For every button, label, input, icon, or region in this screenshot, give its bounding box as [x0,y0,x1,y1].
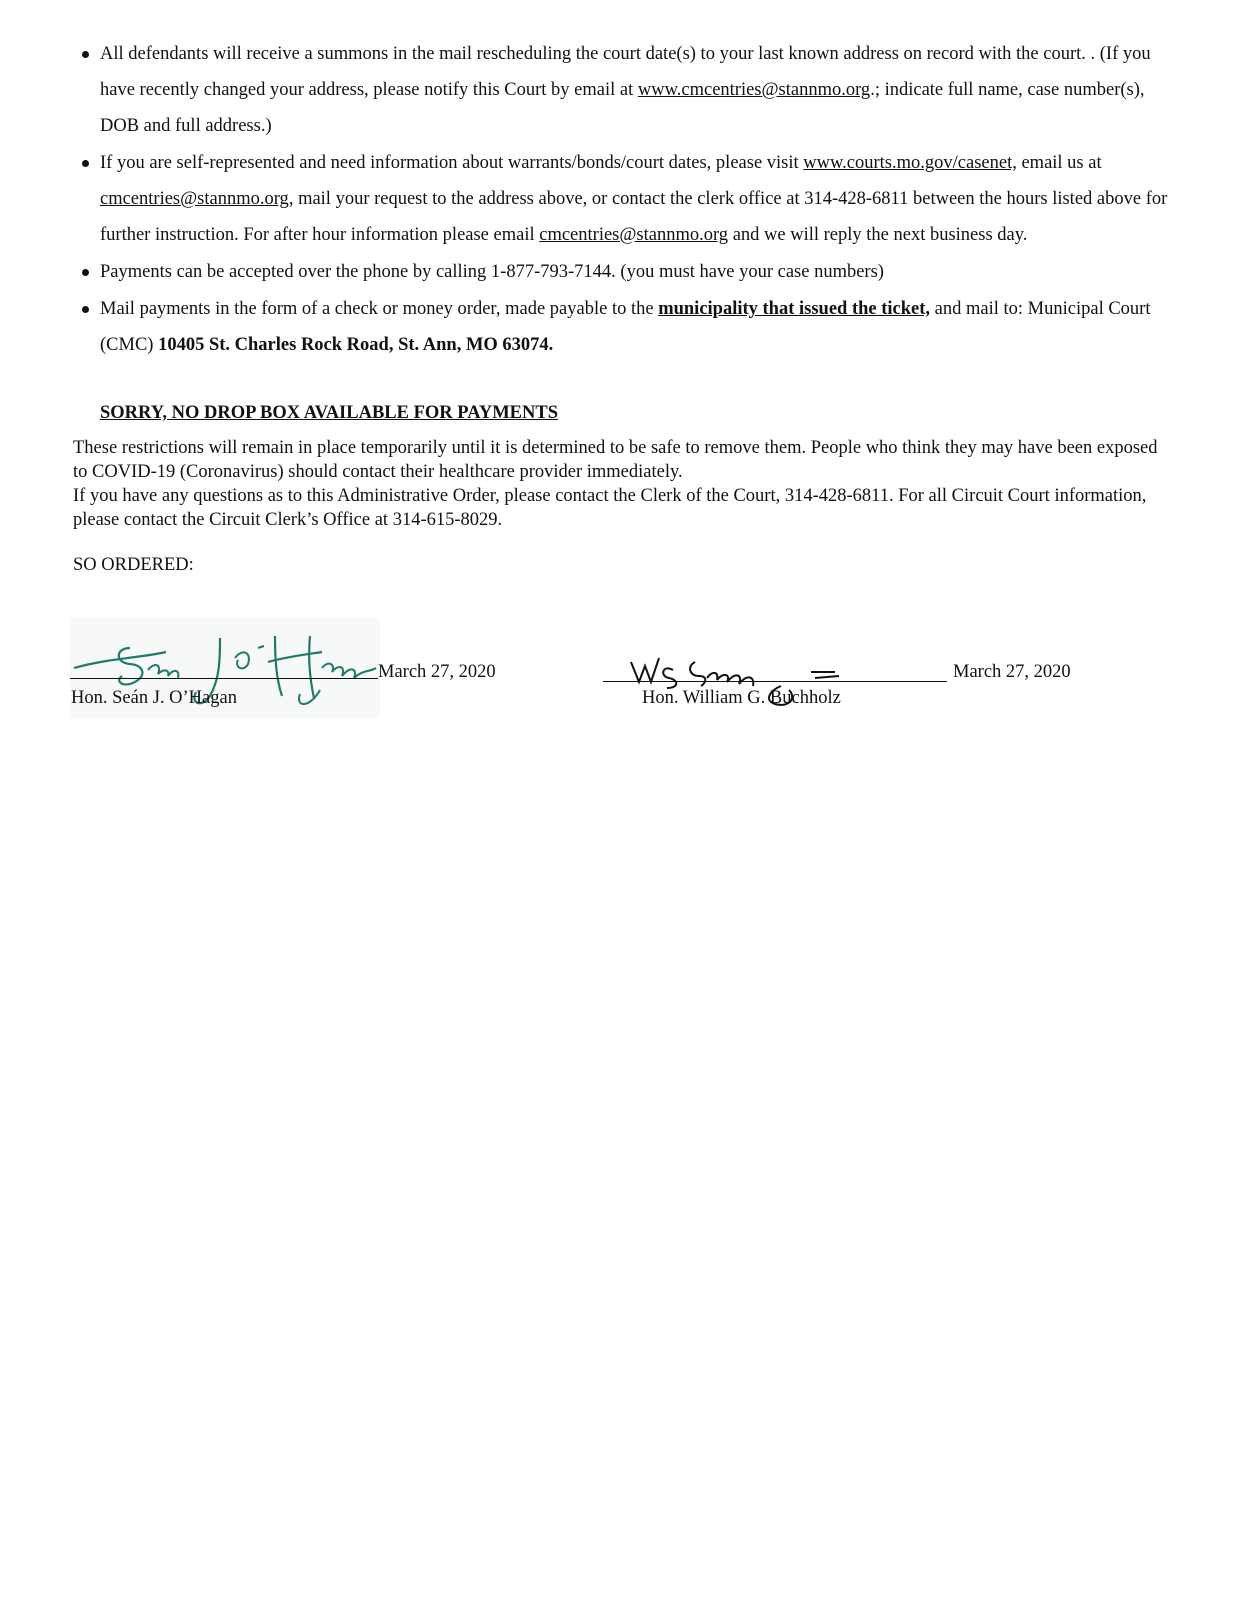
restrictions-paragraph: These restrictions will remain in place temporarily until it is determined to be safe to remove them. People who think they may have been exposed to COVID-19 (Coronavirus) should contact their healthcare provider immediately. [73,438,1158,482]
payee-emphasis: municipality that issued the ticket, [658,299,931,319]
signature-block-buchholz [603,640,1103,720]
bullet-text: and mail to: Municipal Court (CMC) [100,299,1151,355]
bullet-text: .; indicate full name, case number(s), DOB and full address.) [100,80,1145,136]
signature-date: March 27, 2020 [378,662,496,682]
so-ordered-label: SO ORDERED: [73,555,194,575]
bullet-text: and we will reply the next business day. [728,225,1028,245]
signatory-name: Hon. William G. Buchholz [642,688,841,708]
instructions-list [74,36,1174,364]
list-item [74,145,1174,253]
bullet-icon [82,269,89,276]
email-link[interactable]: cmcentries@stannmo.org [539,225,729,245]
email-link[interactable]: cmcentries@stannmo.org [100,189,289,209]
bullet-text: Payments can be accepted over the phone by calling 1-877-793-7144. (you must have your case numbers) [100,262,884,282]
bullet-text: email us at [1016,153,1102,173]
court-address: 10405 St. Charles Rock Road, St. Ann, MO 63074. [158,335,554,355]
bullet-text: If you are self-represented and need information about warrants/bonds/court dates, please visit [100,153,804,173]
casenet-link[interactable]: www.courts.mo.gov/casenet, [803,153,1017,173]
signatory-name: Hon. Seán J. O’Hagan [71,688,237,708]
list-item [74,291,1174,363]
list-item [74,36,1174,144]
signature-line [603,681,947,682]
contact-paragraph: If you have any questions as to this Administrative Order, please contact the Clerk of the Court, 314-428-6811. For all Circuit Court information, please contact the Circuit Clerk’s Office at 314-615-8029. [73,486,1147,530]
signature-block-ohagan [70,618,520,728]
bullet-text: , mail your request to the address above, or contact the clerk office at 314-428-6811 between the hours listed above for further instruction. For after hour information please email [100,189,1168,245]
bullet-icon [82,51,89,58]
email-link[interactable]: www.cmcentries@stannmo.org [637,80,871,100]
bullet-icon [82,160,89,167]
signature-line [70,678,378,679]
bullet-text: All defendants will receive a summons in the mail rescheduling the court date(s) to your last known address on record with the court. . (If you have recently changed your address, please notify this Court by email at [100,44,1151,100]
no-drop-box-notice: SORRY, NO DROP BOX AVAILABLE FOR PAYMENTS [100,403,559,423]
bullet-text: Mail payments in the form of a check or money order, made payable to the [100,299,659,319]
signature-date: March 27, 2020 [953,662,1071,682]
bullet-icon [82,306,89,313]
list-item [74,254,1174,290]
